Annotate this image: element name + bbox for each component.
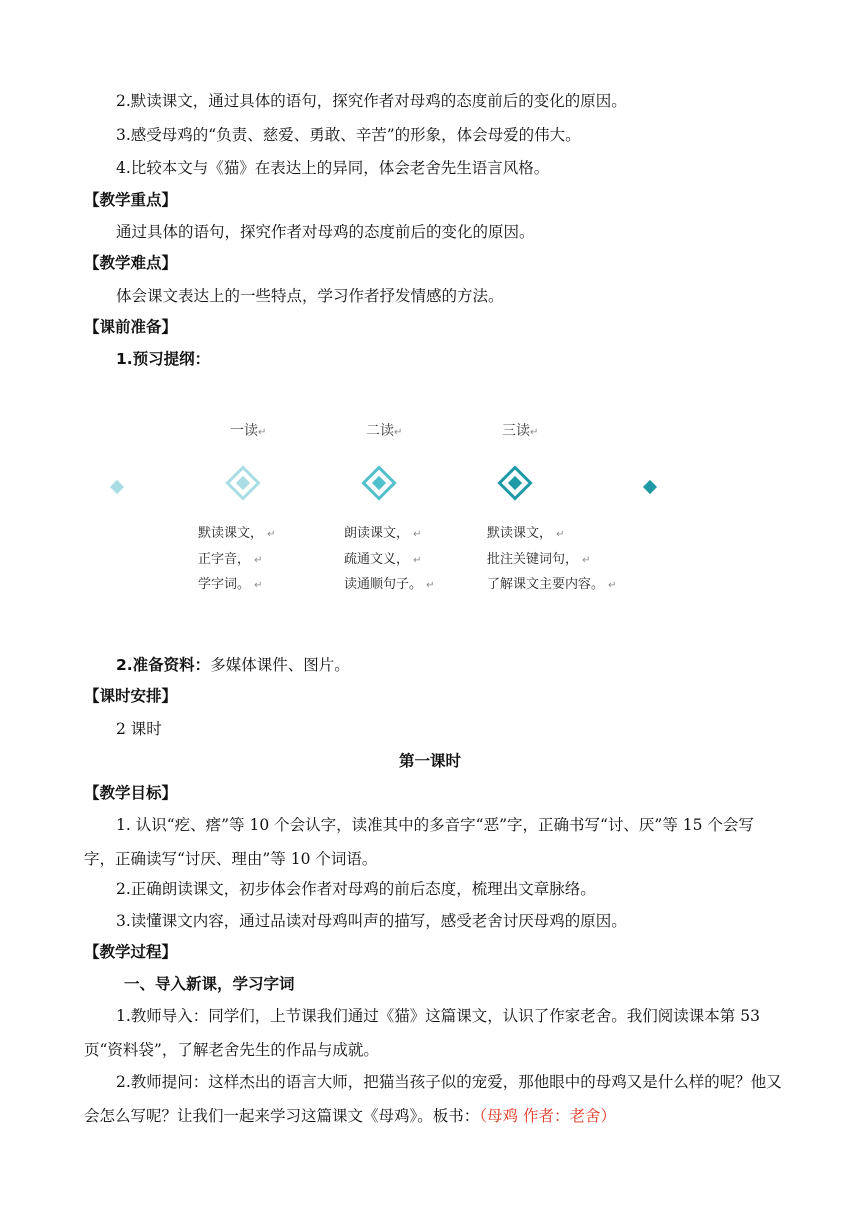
stage-3-list: 默读课文， ↵ 批注关键词句， ↵ 了解课文主要内容。 ↵ [487, 526, 617, 592]
stage-3-title: 三读↵ [502, 423, 539, 439]
preview-outline-label: 1.预习提纲： [116, 350, 211, 368]
goals-heading: 【教学目标】 [84, 784, 178, 802]
process-heading: 【教学过程】 [84, 943, 178, 961]
stage-2-title: 二读↵ [366, 423, 403, 439]
process-paragraph-1: 1.教师导入：同学们，上节课我们通过《猫》这篇课文，认识了作家老舍。我们阅读课本第 53 页“资料袋”，了解老舍先生的作品与成就。 [84, 1007, 760, 1059]
stage-1-marker [227, 467, 258, 498]
objective-2: 2.默读课文，通过具体的语句，探究作者对母鸡的态度前后的变化的原因。 [116, 92, 627, 110]
preparation-heading: 【课前准备】 [84, 318, 178, 336]
section-1-title: 一、导入新课，学习字词 [124, 975, 295, 993]
key-points-heading: 【教学重点】 [84, 191, 178, 209]
stage-1-title: 一读↵ [230, 423, 267, 439]
board-writing: （母鸡 作者：老舍） [479, 1107, 616, 1125]
materials-line: 2.准备资料：多媒体课件、图片。 [116, 656, 350, 674]
schedule-heading: 【课时安排】 [84, 687, 178, 705]
goal-3: 3.读懂课文内容，通过品读对母鸡叫声的描写，感受老舍讨厌母鸡的原因。 [116, 912, 627, 930]
preview-diagram [98, 408, 678, 628]
stage-1-list: 默读课文， ↵ 正字音， ↵ 学字词。 ↵ [198, 526, 276, 592]
timeline-start-marker [110, 480, 124, 494]
difficulties-heading: 【教学难点】 [84, 254, 178, 272]
objective-3: 3.感受母鸡的“负责、慈爱、勇敢、辛苦”的形象，体会母爱的伟大。 [116, 126, 581, 144]
goal-1: 1. 认识“疙、瘩”等 10 个会认字，读准其中的多音字“恶”字，正确书写“讨、厌”等 15 个会写字，正确读写“讨厌、理由”等 10 个词语。 [84, 816, 754, 868]
key-points-text: 通过具体的语句，探究作者对母鸡的态度前后的变化的原因。 [116, 223, 535, 241]
stage-2-list: 朗读课文， ↵ 疏通文义， ↵ 读通顺句子。 ↵ [344, 526, 435, 592]
objective-4: 4.比较本文与《猫》在表达上的异同，体会老舍先生语言风格。 [116, 159, 550, 177]
timeline-end-marker [643, 480, 657, 494]
process-paragraph-2: 2.教师提问：这样杰出的语言大师，把猫当孩子似的宠爱，那他眼中的母鸡又是什么样的呢？他又会怎么写呢？让我们一起来学习这篇课文《母鸡》。板书：（母鸡 作者：老舍） [84, 1073, 782, 1125]
difficulties-text: 体会课文表达上的一些特点，学习作者抒发情感的方法。 [116, 287, 504, 305]
schedule-text: 2 课时 [116, 720, 162, 738]
stage-3-marker [499, 467, 530, 498]
lesson-1-title: 第一课时 [398, 752, 461, 770]
goal-2: 2.正确朗读课文，初步体会作者对母鸡的前后态度，梳理出文章脉络。 [116, 880, 596, 898]
stage-2-marker [363, 467, 394, 498]
